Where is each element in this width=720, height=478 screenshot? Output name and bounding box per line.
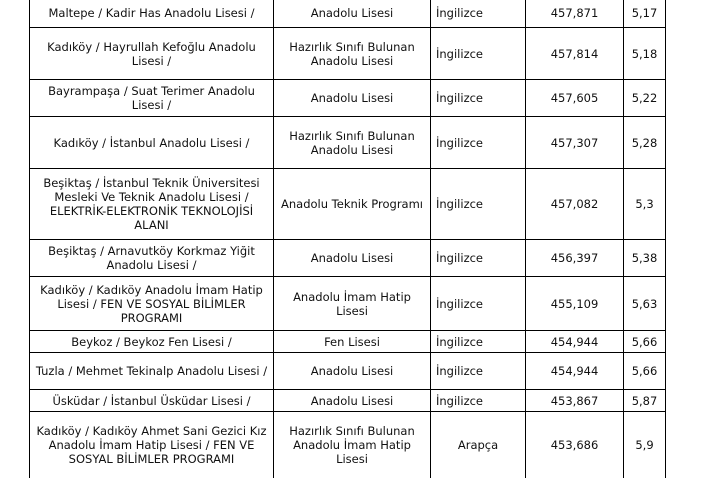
score-cell: 457,605	[526, 80, 624, 117]
table-row	[30, 277, 666, 331]
percentile-cell: 5,63	[624, 277, 666, 331]
table-row	[30, 353, 666, 390]
table-row	[30, 412, 666, 478]
school-cell: Tuzla / Mehmet Tekinalp Anadolu Lisesi /	[30, 353, 274, 390]
language-cell: İngilizce	[431, 80, 526, 117]
table-row	[30, 390, 666, 412]
score-cell: 456,397	[526, 240, 624, 277]
school-type-cell: Anadolu Lisesi	[274, 0, 431, 28]
table-row	[30, 240, 666, 277]
school-cell: Maltepe / Kadir Has Anadolu Lisesi /	[30, 0, 274, 28]
table-row	[30, 0, 666, 28]
school-type-cell: Anadolu İmam Hatip Lisesi	[274, 277, 431, 331]
school-type-cell: Hazırlık Sınıfı Bulunan Anadolu Lisesi	[274, 117, 431, 169]
school-type-cell: Anadolu Teknik Programı	[274, 169, 431, 240]
language-cell: İngilizce	[431, 353, 526, 390]
school-cell: Kadıköy / İstanbul Anadolu Lisesi /	[30, 117, 274, 169]
language-cell: İngilizce	[431, 0, 526, 28]
percentile-cell: 5,9	[624, 412, 666, 478]
school-cell: Beşiktaş / Arnavutköy Korkmaz Yiğit Anadolu Lisesi /	[30, 240, 274, 277]
school-table-container	[29, 0, 666, 478]
school-type-cell: Anadolu Lisesi	[274, 390, 431, 412]
percentile-cell: 5,28	[624, 117, 666, 169]
score-cell: 457,871	[526, 0, 624, 28]
score-cell: 457,814	[526, 28, 624, 80]
table-row	[30, 80, 666, 117]
score-cell: 455,109	[526, 277, 624, 331]
school-cell: Kadıköy / Kadıköy Ahmet Sani Gezici Kız Anadolu İmam Hatip Lisesi / FEN VE SOSYAL BİLİMLER PROGRAMI	[30, 412, 274, 478]
score-cell: 453,686	[526, 412, 624, 478]
language-cell: İngilizce	[431, 277, 526, 331]
school-type-cell: Anadolu Lisesi	[274, 353, 431, 390]
school-cell: Kadıköy / Kadıköy Anadolu İmam Hatip Lisesi / FEN VE SOSYAL BİLİMLER PROGRAMI	[30, 277, 274, 331]
school-type-cell: Anadolu Lisesi	[274, 80, 431, 117]
score-cell: 454,944	[526, 331, 624, 353]
score-cell: 457,082	[526, 169, 624, 240]
language-cell: İngilizce	[431, 390, 526, 412]
table-row	[30, 331, 666, 353]
score-cell: 453,867	[526, 390, 624, 412]
school-cell: Beşiktaş / İstanbul Teknik Üniversitesi Mesleki Ve Teknik Anadolu Lisesi / ELEKTRİK-ELEKTRONİK TEKNOLOJİSİ ALANI	[30, 169, 274, 240]
school-type-cell: Anadolu Lisesi	[274, 240, 431, 277]
table-row	[30, 28, 666, 80]
language-cell: Arapça	[431, 412, 526, 478]
school-cell: Beykoz / Beykoz Fen Lisesi /	[30, 331, 274, 353]
language-cell: İngilizce	[431, 331, 526, 353]
score-cell: 454,944	[526, 353, 624, 390]
percentile-cell: 5,87	[624, 390, 666, 412]
school-type-cell: Hazırlık Sınıfı Bulunan Anadolu İmam Hatip Lisesi	[274, 412, 431, 478]
language-cell: İngilizce	[431, 28, 526, 80]
percentile-cell: 5,66	[624, 331, 666, 353]
percentile-cell: 5,38	[624, 240, 666, 277]
percentile-cell: 5,22	[624, 80, 666, 117]
table-row	[30, 169, 666, 240]
school-type-cell: Fen Lisesi	[274, 331, 431, 353]
percentile-cell: 5,66	[624, 353, 666, 390]
language-cell: İngilizce	[431, 169, 526, 240]
language-cell: İngilizce	[431, 240, 526, 277]
school-cell: Üsküdar / İstanbul Üsküdar Lisesi /	[30, 390, 274, 412]
percentile-cell: 5,17	[624, 0, 666, 28]
school-type-cell: Hazırlık Sınıfı Bulunan Anadolu Lisesi	[274, 28, 431, 80]
table-row	[30, 117, 666, 169]
percentile-cell: 5,3	[624, 169, 666, 240]
score-cell: 457,307	[526, 117, 624, 169]
school-ranking-table	[29, 0, 666, 478]
school-cell: Kadıköy / Hayrullah Kefoğlu Anadolu Lisesi /	[30, 28, 274, 80]
language-cell: İngilizce	[431, 117, 526, 169]
percentile-cell: 5,18	[624, 28, 666, 80]
school-cell: Bayrampaşa / Suat Terimer Anadolu Lisesi /	[30, 80, 274, 117]
